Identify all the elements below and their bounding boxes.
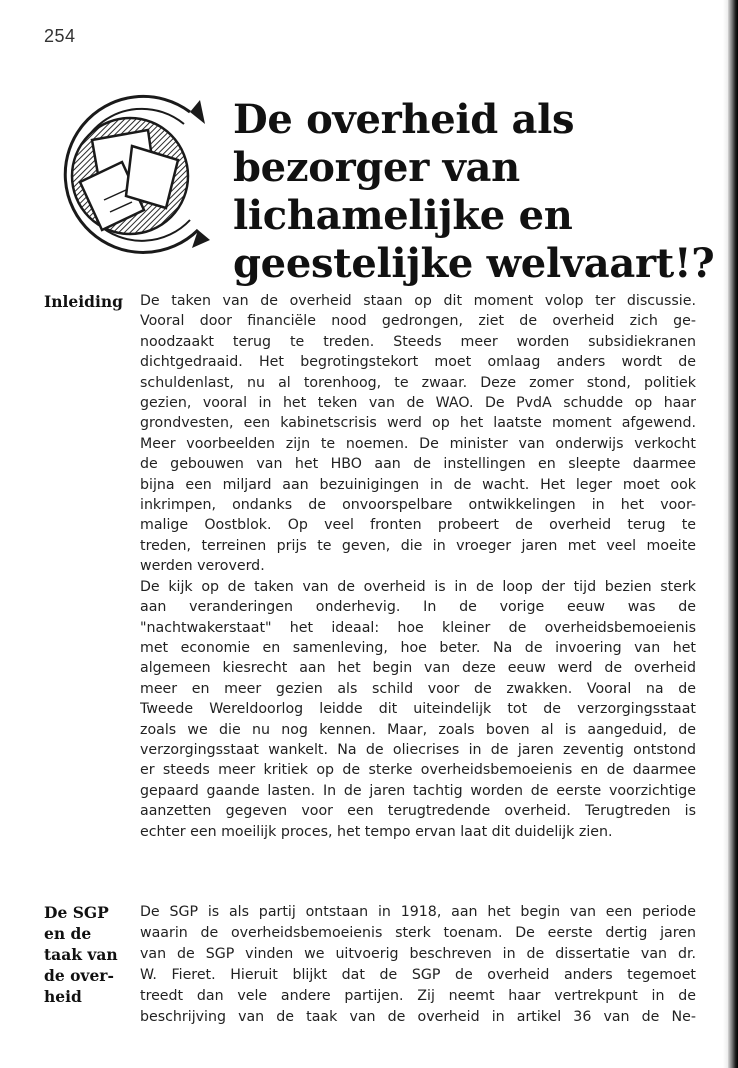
text-line: gezien, vooral in het teken van de WAO. De PvdA schudde op haar	[140, 395, 696, 412]
label-line: taak van	[44, 945, 118, 964]
text-line: treden, terreinen prijs te geven, die in vroeger jaren met veel moeite	[140, 537, 696, 554]
page-title	[233, 96, 715, 288]
text-line: Meer voorbeelden zijn te noemen. De minister van onderwijs verkocht	[140, 435, 696, 452]
page-edge-shadow	[728, 0, 738, 1068]
text-line: aanzetten gegeven voor een terugtredende overheid. Terugtreden is	[140, 803, 696, 820]
text-line: echter een moeilijk proces, het tempo ervan laat dit duidelijk zien.	[140, 823, 613, 840]
text-line: "nachtwakerstaat" het ideaal: hoe kleiner de overheidsbemoeienis	[140, 619, 696, 636]
text-line: verzorgingsstaat wankelt. Na de oliecrises in de jaren zeventig ontstond	[140, 741, 696, 758]
text-line: Tweede Wereldoorlog leidde dit uiteindelijk tot de verzorgingsstaat	[140, 701, 696, 718]
section-label-sgp	[44, 902, 136, 1007]
page-number: 254	[44, 26, 76, 46]
text-line: schuldenlast, nu al torenhoog, te zwaar. Deze zomer stond, politiek	[140, 374, 696, 391]
text-line: W. Fieret. Hieruit blijkt dat de SGP de overheid anders tegemoet	[140, 967, 696, 983]
text-line: algemeen kiesrecht aan het begin van deze eeuw werd de overheid	[140, 660, 696, 677]
paragraph	[140, 291, 696, 577]
text-line: meer en meer gezien als schild voor de zwakken. Vooral na de	[140, 680, 696, 697]
text-line: Vooral door financiële nood gedrongen, ziet de overheid zich ge-	[140, 313, 696, 330]
text-line: dichtgedraaid. Het begrotingstekort moet omlaag anders wordt de	[140, 354, 696, 371]
text-line: de gebouwen van het HBO aan de instellingen en sleepte daarmee	[140, 456, 696, 473]
text-line: zoals we die nu nog kennen. Maar, zoals boven al is aangeduid, de	[140, 721, 696, 738]
text-line: waarin de overheidsbemoeienis sterk toenam. De eerste dertig jaren	[140, 925, 696, 941]
title-line: bezorger van	[233, 144, 520, 191]
text-line: De taken van de overheid staan op dit moment volop ter discussie.	[140, 293, 696, 309]
text-line: werden veroverd.	[140, 558, 265, 575]
text-line: gepaard gaande lasten. In de jaren tachtig worden de eerste voorzichtige	[140, 782, 696, 799]
paragraph	[140, 577, 696, 842]
papers-in-circle-logo-icon	[40, 90, 220, 260]
label-line: De SGP	[44, 903, 109, 922]
text-line: van de SGP vinden we uitvoerig beschreven in de dissertatie van dr.	[140, 946, 696, 962]
label-line: en de	[44, 924, 92, 943]
text-line: grondvesten, een kabinetscrisis werd op het laatste moment afgewend.	[140, 415, 696, 432]
label-line: heid	[44, 987, 82, 1006]
text-line: met economie en samenleving, hoe beter. Na de invoering van het	[140, 639, 696, 656]
text-line: noodzaakt terug te treden. Steeds meer worden subsidiekranen	[140, 333, 696, 350]
text-line: bijna een miljard aan bezuinigingen in de wacht. Het leger moet ook	[140, 476, 696, 493]
text-line: De kijk op de taken van de overheid is in de loop der tijd bezien sterk	[140, 578, 696, 595]
section-body-sgp	[140, 902, 696, 1028]
section-label-inleiding: Inleiding	[44, 292, 123, 311]
section-body-inleiding	[140, 291, 696, 842]
text-line: treedt dan vele andere partijen. Zij neemt haar vertrekpunt in de	[140, 988, 696, 1004]
text-line: aan veranderingen onderhevig. In de vorige eeuw was de	[140, 599, 696, 616]
title-line: De overheid als	[233, 96, 575, 143]
text-line: beschrijving van de taak van de overheid in artikel 36 van de Ne-	[140, 1009, 696, 1025]
label-line: de over-	[44, 966, 114, 985]
title-line: lichamelijke en	[233, 192, 573, 239]
text-line: malige Oostblok. Op veel fronten probeert de overheid terug te	[140, 517, 696, 534]
text-line: er steeds meer kritiek op de sterke overheidsbemoeienis en de daarmee	[140, 762, 696, 779]
title-line: geestelijke welvaart!?	[233, 240, 715, 287]
text-line: De SGP is als partij ontstaan in 1918, aan het begin van een periode	[140, 904, 696, 920]
paragraph	[140, 902, 696, 1028]
text-line: inkrimpen, ondanks de onvoorspelbare ontwikkelingen in het voor-	[140, 497, 696, 514]
